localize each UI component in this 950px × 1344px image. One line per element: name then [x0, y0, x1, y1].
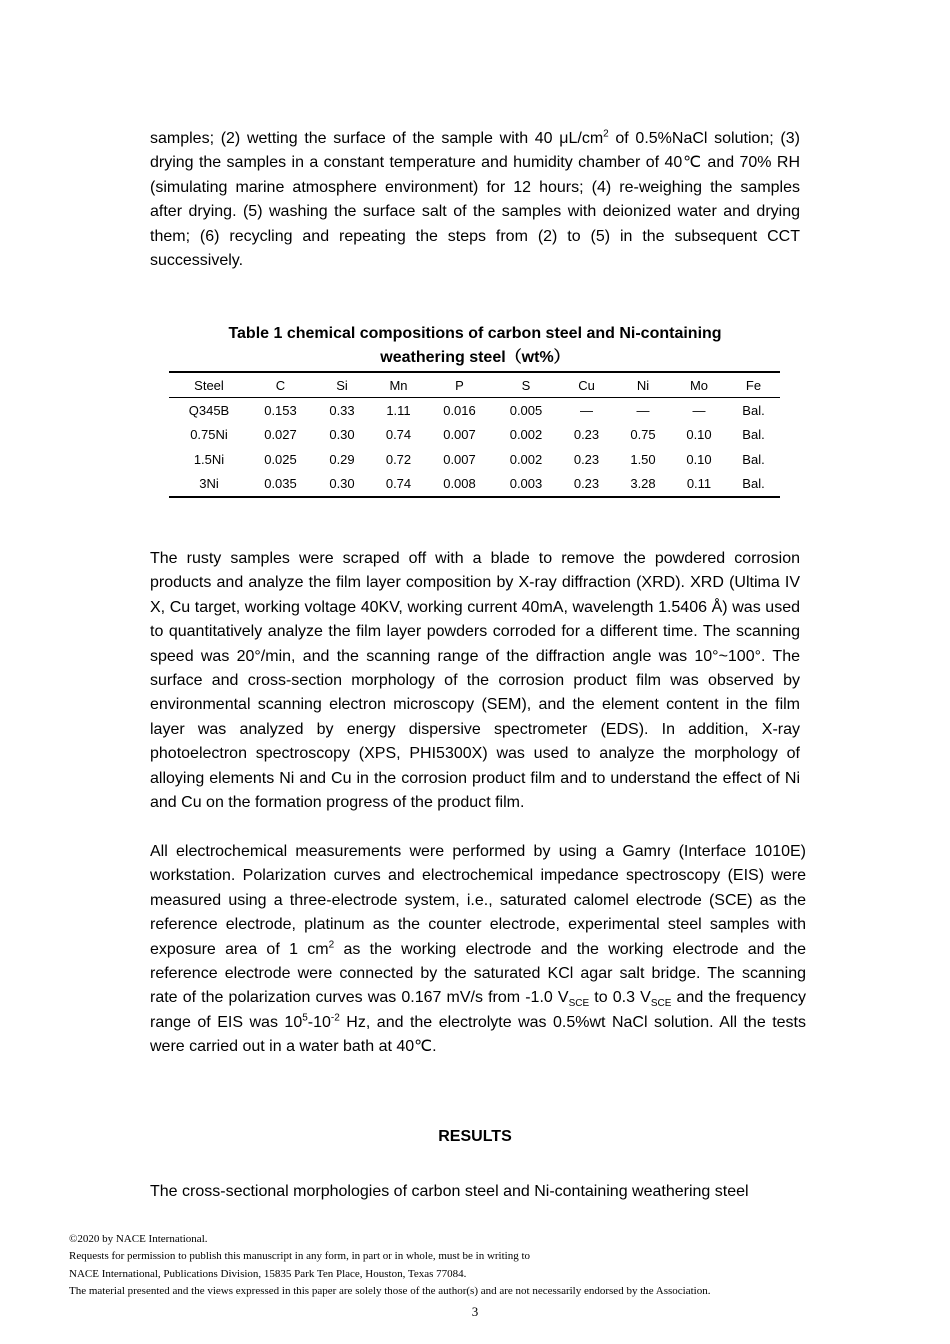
table-cell: 0.003	[494, 472, 558, 497]
table-cell: Bal.	[742, 427, 765, 443]
paragraph-electrochemical	[150, 840, 806, 1060]
paragraph-results: The cross-sectional morphologies of carbon steel and Ni-containing weathering steel	[150, 1183, 749, 1200]
table-caption-line: weathering steel（wt%）	[380, 349, 570, 366]
superscript: 2	[328, 939, 335, 951]
table-cell: 0.002	[509, 427, 543, 443]
column-header: Mo	[671, 372, 727, 398]
text-run: of 0.5%NaCl solution; (3) drying the samples in a constant temperature and humidity chamber of 40℃ and 70% RH (simulating marine atmosphere environment) for 12 hours; (4) re-weighing the samples after drying. (5) washing the surface salt of the samples with deionized water and drying them; (6) recycling and repeating the steps from (2) to (5) in the subsequent CCT successively.	[150, 130, 800, 270]
table-cell: 0.007	[443, 427, 476, 443]
column-header: C	[249, 372, 312, 398]
table-cell: 0.007	[443, 451, 476, 467]
footer-line: Requests for permission to publish this manuscript in any form, in part or in whole, must be in writing to	[69, 1250, 531, 1263]
table-cell: 0.025	[264, 451, 297, 467]
text-run: samples; (2) wetting the surface of the sample with 40 μL/cm	[150, 130, 604, 147]
table-cell: 0.10	[686, 451, 712, 467]
column-header: Cu	[558, 372, 615, 398]
table-row	[169, 447, 780, 471]
table-cell: 0.11	[671, 472, 727, 497]
footer-line: The material presented and the views expressed in this paper are solely those of the author(s) and are not necessarily endorsed by the Association.	[69, 1284, 711, 1297]
table-cell: 0.027	[264, 427, 297, 443]
table-caption-line: Table 1 chemical compositions of carbon steel and Ni-containing	[228, 325, 722, 342]
paragraph-xrd-sem: The rusty samples were scraped off with a blade to remove the powdered corrosion products and analyze the film layer composition by X-ray diffraction (XRD). XRD (Ultima IV X, Cu target, working voltage 40KV, working current 40mA, wavelength 1.5406 Å) was used to quantitatively analyze the film layer powders corroded for a different time. The scanning speed was 20°/min, and the scanning range of the diffraction angle was 10°~100°. The surface and cross-section morphology of the corrosion product film was observed by environmental scanning electron microscopy (SEM), and the element content in the film layer was analyzed by energy dispersive spectrometer (EDS). In addition, X-ray photoelectron spectroscopy (XPS, PHI5300X) was used to analyze the morphology of alloying elements Ni and Cu in the corrosion product film and to understand the effect of Ni and Cu on the formation progress of the product film.	[150, 550, 800, 812]
table-cell: 1.50	[630, 451, 656, 467]
text-run: and the frequency range of EIS was 10	[150, 989, 806, 1031]
table-row	[169, 472, 780, 497]
section-heading-results: RESULTS	[438, 1128, 512, 1145]
table-cell: 1.11	[386, 403, 411, 419]
table-cell: 0.23	[573, 427, 600, 443]
table-cell: 0.30	[312, 472, 372, 497]
table-cell: 1.5Ni	[193, 451, 225, 467]
table-cell: —	[692, 403, 706, 419]
column-header: Si	[312, 372, 372, 398]
superscript: 2	[603, 128, 609, 140]
table-cell: 0.10	[686, 427, 712, 443]
subscript: SCE	[568, 998, 590, 1010]
column-header: Mn	[372, 372, 425, 398]
text-run: Hz, and the electrolyte was 0.5%wt NaCl solution. All the tests were carried out in a water bath at 40℃.	[150, 1013, 806, 1056]
table-cell: 0.016	[443, 403, 476, 419]
column-header: Steel	[169, 372, 249, 398]
page-number: 3	[471, 1304, 479, 1319]
table-cell: —	[580, 403, 593, 419]
table-cell: Bal.	[727, 472, 780, 497]
subscript: SCE	[650, 998, 672, 1010]
table-cell: —	[636, 403, 650, 419]
composition-table	[169, 371, 780, 498]
table-cell: 0.23	[558, 472, 615, 497]
column-header: Ni	[615, 372, 671, 398]
text-run: as the working electrode and the working electrode and the reference electrode were connected by the saturated KCl agar salt bridge. The scanning rate of the polarization curves was 0.167 mV/s from -1.0 V	[150, 940, 807, 1007]
column-header: Fe	[727, 372, 780, 398]
superscript: 5	[302, 1012, 308, 1024]
table-cell: 0.74	[385, 427, 412, 443]
table-cell: Bal.	[742, 403, 765, 419]
table-cell: 3Ni	[169, 472, 249, 497]
table-row	[169, 423, 780, 447]
paragraph-procedure	[150, 127, 800, 273]
table-row	[169, 398, 780, 423]
column-header: S	[494, 372, 558, 398]
table-cell: 0.23	[573, 451, 600, 467]
text-run: to 0.3 V	[589, 989, 651, 1007]
table-cell: 0.75	[630, 427, 656, 443]
table-cell: 0.002	[509, 451, 543, 467]
table-cell: 0.29	[329, 451, 355, 467]
text-run: -10	[307, 1013, 331, 1031]
copyright-footer	[69, 1231, 710, 1300]
table-cell: 0.30	[329, 427, 355, 443]
text-run: All electrochemical measurements were performed by using a Gamry (Interface 1010E) workstation. Polarization curves and electrochemical impedance spectroscopy (EIS) were measured using a three-electrode system, i.e., saturated calomel electrode (SCE) as the reference electrode, platinum as the counter electrode, experimental steel samples with exposure area of 1 cm	[150, 843, 806, 958]
table-cell: 0.74	[372, 472, 425, 497]
table-header-row	[169, 372, 780, 398]
table-cell: 0.33	[329, 403, 355, 419]
table-cell: 0.008	[425, 472, 494, 497]
footer-line: NACE International, Publications Division, 15835 Park Ten Place, Houston, Texas 77084.	[69, 1267, 467, 1280]
column-header: P	[425, 372, 494, 398]
table-cell: 0.153	[264, 403, 297, 419]
table-cell: Bal.	[742, 451, 765, 467]
table-cell: 0.035	[249, 472, 312, 497]
table-cell: 3.28	[615, 472, 671, 497]
table-cell: 0.72	[385, 451, 412, 467]
footer-line: ©2020 by NACE International.	[69, 1233, 208, 1245]
table-cell: Q345B	[188, 403, 230, 419]
table-cell: 0.005	[509, 403, 543, 419]
superscript: -2	[330, 1012, 340, 1024]
table-cell: 0.75Ni	[190, 427, 228, 443]
table-caption	[150, 322, 800, 370]
